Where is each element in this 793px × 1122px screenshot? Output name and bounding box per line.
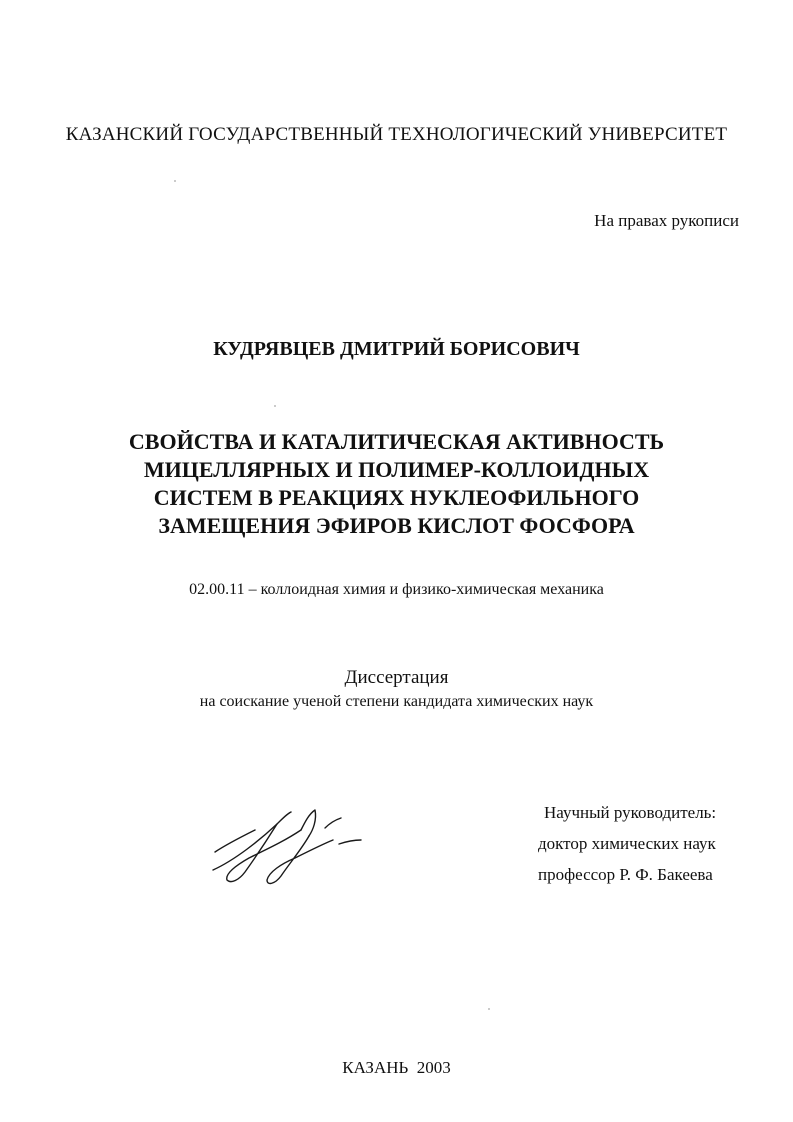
scan-speck — [274, 405, 276, 407]
title-line: МИЦЕЛЛЯРНЫХ И ПОЛИМЕР-КОЛЛОИДНЫХ — [143, 457, 650, 482]
specialty-code: 02.00.11 – коллоидная химия и физико-химическая механика — [189, 581, 604, 598]
signature-image — [205, 800, 375, 890]
title-line: СВОЙСТВА И КАТАЛИТИЧЕСКАЯ АКТИВНОСТЬ — [128, 429, 665, 454]
advisor-block — [538, 797, 716, 890]
scan-speck — [488, 1008, 490, 1010]
city-year: КАЗАНЬ 2003 — [342, 1058, 451, 1077]
author-name: КУДРЯВЦЕВ ДМИТРИЙ БОРИСОВИЧ — [213, 338, 580, 360]
title-line: ЗАМЕЩЕНИЯ ЭФИРОВ КИСЛОТ ФОСФОРА — [158, 513, 635, 538]
dissertation-type: Диссертация — [344, 667, 449, 688]
advisor-name: профессор Р. Ф. Бакеева — [538, 865, 713, 884]
degree-statement: на соискание ученой степени кандидата химических наук — [199, 693, 594, 710]
manuscript-note: На правах рукописи — [594, 211, 739, 230]
scan-speck — [174, 180, 176, 182]
university-name: КАЗАНСКИЙ ГОСУДАРСТВЕННЫЙ ТЕХНОЛОГИЧЕСКИЙ УНИВЕРСИТЕТ — [65, 124, 728, 145]
title-line: СИСТЕМ В РЕАКЦИЯХ НУКЛЕОФИЛЬНОГО — [153, 485, 640, 510]
dissertation-title — [0, 428, 793, 540]
advisor-heading: Научный руководитель: — [544, 803, 717, 822]
advisor-degree: доктор химических наук — [538, 834, 716, 853]
